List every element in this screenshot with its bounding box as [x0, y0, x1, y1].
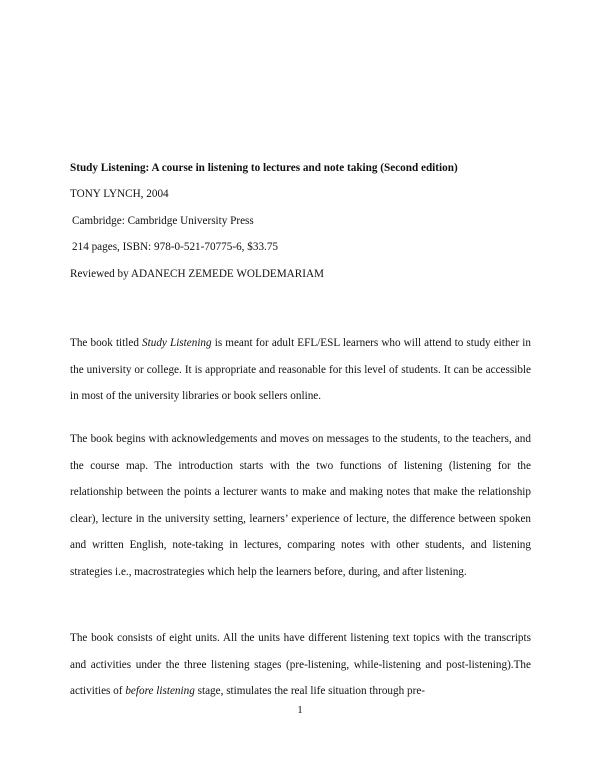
- paragraph-text: The book titled: [70, 337, 143, 349]
- paragraph-contents: The book begins with acknowledgements and moves on messages to the students, to the teachers, and the course map. The introduction starts with the two functions of listening (listening for the relationship between the points a lecturer wants to make and making notes that make the relationship clear), lecture in the university setting, learners’ experience of lecture, the difference between spoken and written English, note-taking in lectures, comparing notes with other students, and listening strategies i.e., macrostrategies which help the learners before, during, and after listening.: [70, 433, 531, 578]
- paragraph-text: The book consists of eight units. All the units have different listening text topics with the transcripts and activities under the three listening stages (pre-listening, while-listening and post-listening).The activities of: [70, 632, 531, 697]
- paragraph-units: [70, 625, 531, 705]
- page-number: 1: [297, 704, 303, 716]
- paragraph-intro: [70, 330, 531, 410]
- reviewer-line: Reviewed by ADANECH ZEMEDE WOLDEMARIAM: [70, 268, 324, 280]
- publisher-line: Cambridge: Cambridge University Press: [72, 215, 254, 227]
- details-line: 214 pages, ISBN: 978-0-521-70775-6, $33.75: [72, 241, 279, 253]
- book-title: Study Listening: A course in listening to lectures and note taking (Second edition): [70, 162, 458, 174]
- italic-phrase: before listening: [125, 685, 195, 697]
- paragraph-text: is meant for adult EFL/ESL learners who will attend to study either in the university or college. It is appropriate and reasonable for this level of students. It can be accessible in most of the university libraries or book sellers online.: [70, 337, 531, 402]
- book-title-italic: Study Listening: [142, 337, 212, 349]
- paragraph-text: stage, stimulates the real life situation through pre-: [194, 685, 426, 697]
- author-line: TONY LYNCH, 2004: [70, 188, 169, 200]
